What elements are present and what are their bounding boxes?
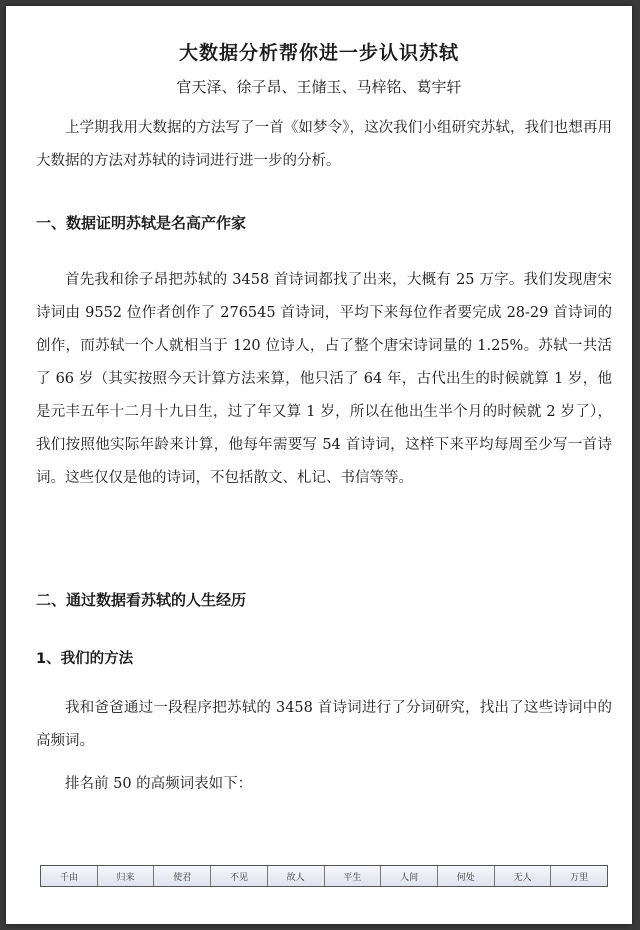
frequency-word-table [40, 865, 608, 887]
section-2-heading: 二、通过数据看苏轼的人生经历 [36, 591, 247, 609]
freq-word-cell: 何处 [438, 866, 495, 886]
document-page [6, 6, 632, 924]
intro-paragraph: 上学期我用大数据的方法写了一首《如梦令》，这次我们小组研究苏轼，我们也想再用大数据的方法对苏轼的诗词进行进一步的分析。 [36, 120, 612, 169]
section-1-heading: 一、数据证明苏轼是名高产作家 [36, 214, 247, 232]
freq-word-cell: 万里 [551, 866, 607, 886]
section-1-paragraph: 首先我和徐子昂把苏轼的 3458 首诗词都找了出来，大概有 25 万字。我们发现唐宋诗词由 9552 位作者创作了 276545 首诗词，平均下来每位作者要完成 28-29 首诗词的创作，而苏轼一个人就相当于 120 位诗人，占了整个唐宋诗词量的 1.25%。苏轼一共活了 66 岁（其实按照今天计算方法来算，他只活了 64 年，古代出生的时候就算 1 岁，他是元丰五年十二月十九日生，过了年又算 1 岁，所以在他出生半个月的时候就 2 岁了），我们按照他实际年龄来计算，他每年需要写 54 首诗词，这样下来平均每周至少写一首诗词。这些仅仅是他的诗词，不包括散文、札记、书信等等。 [36, 272, 612, 486]
subsection-1-heading: 1、我们的方法 [36, 651, 134, 667]
method-paragraph: 我和爸爸通过一段程序把苏轼的 3458 首诗词进行了分词研究，找出了这些诗词中的高频词。 [36, 700, 612, 749]
freq-word-cell: 归来 [98, 866, 155, 886]
page-title: 大数据分析帮你进一步认识苏轼 [178, 42, 459, 64]
freq-word-cell: 人间 [381, 866, 438, 886]
freq-word-cell: 故人 [268, 866, 325, 886]
table-intro-line: 排名前 50 的高频词表如下： [65, 776, 253, 792]
freq-word-cell: 平生 [325, 866, 382, 886]
author-list: 官天泽、徐子昂、王储玉、马梓铭、葛宇轩 [176, 78, 462, 96]
freq-word-cell: 不见 [211, 866, 268, 886]
freq-word-cell: 千由 [41, 866, 98, 886]
freq-word-cell: 无人 [495, 866, 552, 886]
freq-word-cell: 使君 [154, 866, 211, 886]
